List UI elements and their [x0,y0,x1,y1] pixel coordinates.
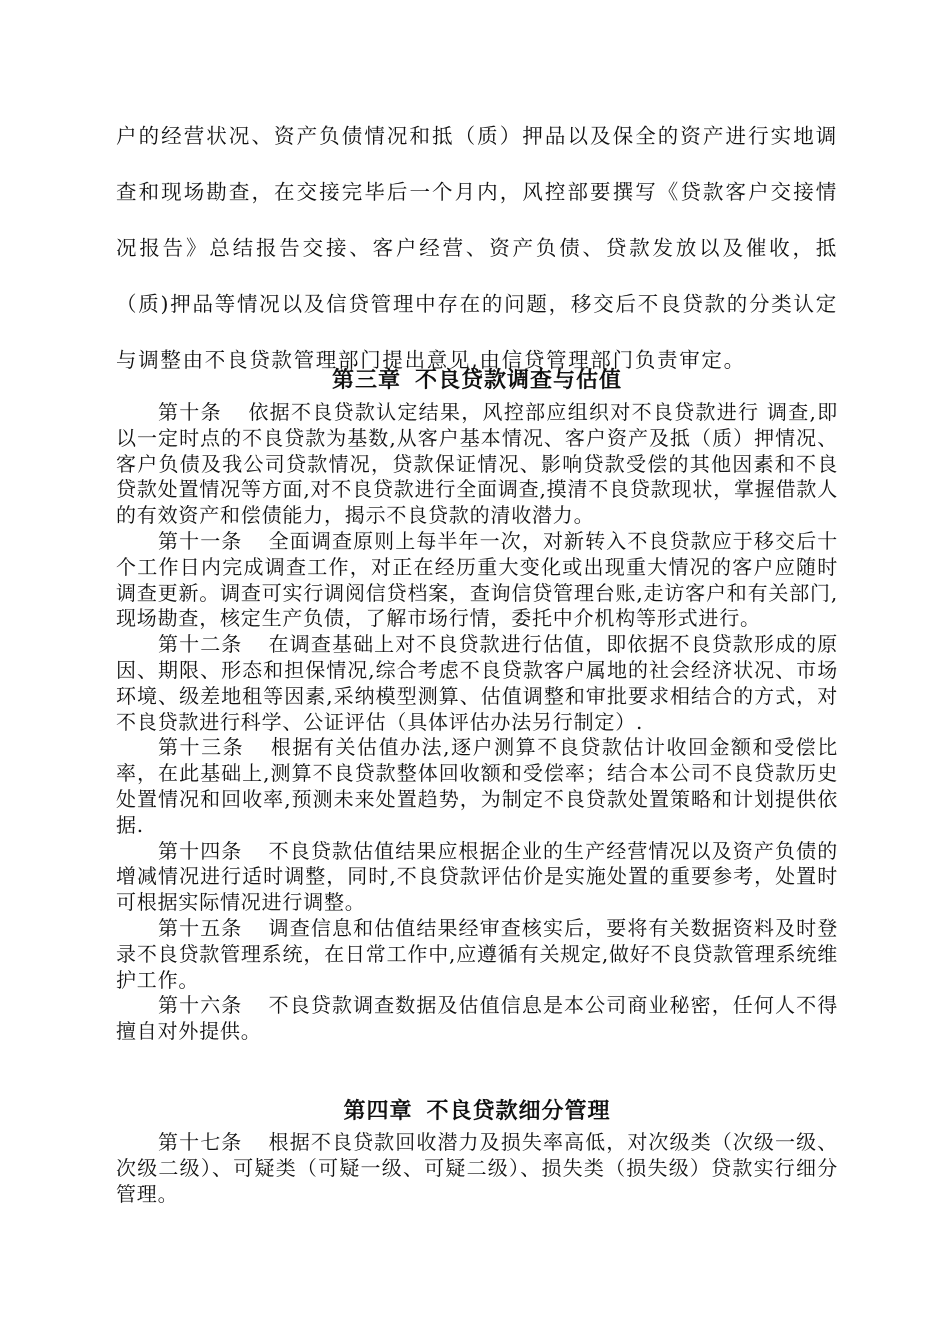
article-12 [116,632,838,735]
chapter-4-title: 不良贷款细分管理 [426,1099,611,1124]
article-text: 根据不良贷款回收潜力及损失率高低，对次级类（次级一级、次级二级）、可疑类（可疑一级、可疑二级）、损失类（损失级）贷款实行细分管理。 [116,1130,838,1206]
article-text: 不良贷款调查数据及估值信息是本公司商业秘密，任何人不得擅自对外提供。 [116,993,838,1044]
chapter-3-heading [116,366,838,396]
article-text: 依据不良贷款认定结果，风控部应组织对不良贷款进行 调查,即以一定时点的不良贷款为基数,从客户基本情况、客户资产及抵（质）押情况、客户负债及我公司贷款情况，贷款保证情况、影响贷款受偿的其他因素和不良贷款处置情况等方面,对不良贷款进行全面调查,摸清不良贷款现状，掌握借款人的有效资产和偿债能力，揭示不良贷款的清收潜力。 [116,400,838,528]
article-text: 调查信息和估值结果经审查核实后，要将有关数据资料及时登录不良贷款管理系统，在日常工作中,应遵循有关规定,做好不良贷款管理系统维护工作。 [116,915,838,992]
article-text: 不良贷款估值结果应根据企业的生产经营情况以及资产负债的增减情况进行适时调整，同时,不良贷款评估价是实施处置的重要参考，处置时可根据实际情况进行调整。 [116,838,838,915]
article-16 [116,993,838,1045]
article-label: 第十四条 [158,838,243,863]
article-label: 第十二条 [158,632,243,657]
chapter-3-number: 第三章 [331,368,401,393]
chapter-4-number: 第四章 [343,1099,413,1124]
article-13 [116,735,838,838]
article-label: 第十三条 [158,735,245,760]
article-label: 第十七条 [158,1130,243,1154]
chapter-3-body [116,400,838,1045]
article-label: 第十六条 [158,993,243,1018]
chapter-4-body [116,1130,838,1207]
article-text: 全面调查原则上每半年一次，对新转入不良贷款应于移交后十个工作日内完成调查工作，对正在经历重大变化或出现重大情况的客户应随时调查更新。调查可实行调阅信贷档案，查询信贷管理台账,走访客户和有关部门,现场勘查，核定生产负债，了解市场行情，委托中介机构等形式进行。 [116,528,838,631]
chapter-4-heading [116,1097,838,1127]
article-text: 根据有关估值办法,逐户测算不良贷款估计收回金额和受偿比率，在此基础上,测算不良贷款整体回收额和受偿率；结合本公司不良贷款历史处置情况和回收率,预测未来处置趋势，为制定不良贷款处置策略和计划提供依据. [116,735,838,837]
intro-paragraph: 户的经营状况、资产负债情况和抵（质）押品以及保全的资产进行实地调查和现场勘查，在交接完毕后一个月内，风控部要撰写《贷款客户交接情况报告》总结报告交接、客户经营、资产负债、贷款发放以及催收，抵（质)押品等情况以及信贷管理中存在的问题，移交后不良贷款的分类认定与调整由不良贷款管理部门提出意见,由信贷管理部门负责审定。 [116,124,838,372]
article-17 [116,1130,838,1207]
article-label: 第十一条 [158,528,243,553]
article-14 [116,839,838,916]
article-text: 在调查基础上对不良贷款进行估值，即依据不良贷款形成的原因、期限、形态和担保情况,综合考虑不良贷款客户属地的社会经济状况、市场环境、级差地租等因素,采纳模型测算、估值调整和审批要求相结合的方式，对不良贷款进行科学、公证评估（具体评估办法另行制定）. [116,632,838,734]
chapter-3-title: 不良贷款调查与估值 [415,368,623,393]
article-11 [116,529,838,632]
article-10 [116,400,838,529]
article-label: 第十五条 [158,915,243,940]
article-15 [116,916,838,993]
article-label: 第十条 [158,400,222,424]
